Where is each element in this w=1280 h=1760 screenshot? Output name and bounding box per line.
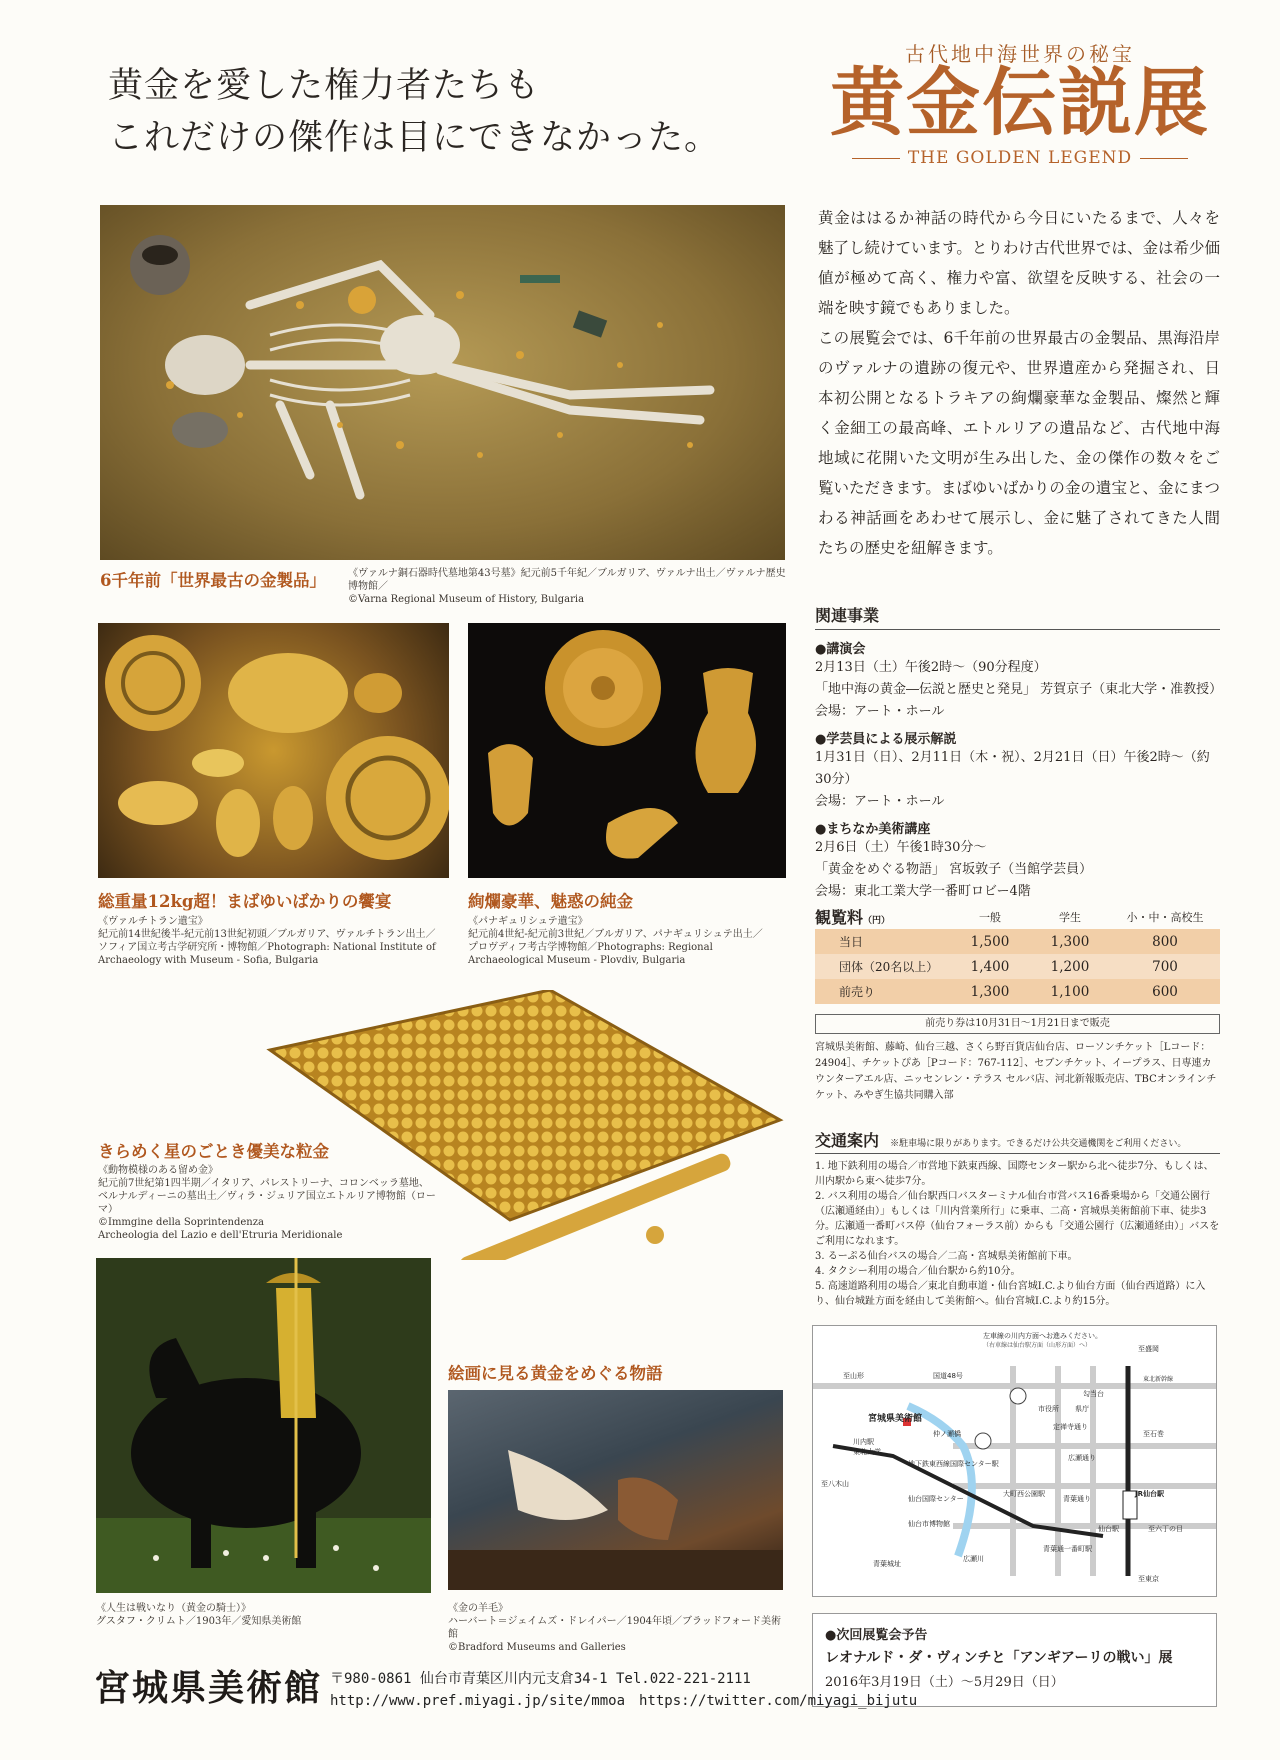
- access-map: [812, 1325, 1217, 1597]
- intro-paragraph-2: この展覧会では、6千年前の世界最古の金製品、黒海沿岸のヴァルナの遺跡の復元や、世界遺産から発掘され、日本初公開となるトラキアの絢爛豪華な金製品、燦然と輝く金細工の最高峰、エトルリアの遺品など、古代地中海地域に花開いた文明が生み出した、金の傑作の数々をご覧いただきます。まばゆいばかりの金の遺宝と、金にまつわる神話画をあわせて展示し、金に魅了されてきた人間たちの歴史を紐解きます。: [818, 329, 1220, 557]
- headline-line2: これだけの傑作は目にできなかった。: [108, 118, 721, 158]
- fleece-caption-l1: 《金の羊毛》: [448, 1603, 508, 1614]
- access-heading: 交通案内: [815, 1131, 880, 1150]
- map-label-to-ishinomaki: 至石巻: [1143, 1430, 1164, 1438]
- museum-urls[interactable]: http://www.pref.miyagi.jp/site/mmoa https://twitter.com/miyagi_bijutu: [330, 1693, 918, 1709]
- museum-contact: [330, 1668, 917, 1712]
- map-note1: 左車線の川内方面へお進みください。: [983, 1332, 1102, 1340]
- english-title-text: THE GOLDEN LEGEND: [907, 148, 1133, 168]
- golden-fleece-painting: [448, 1390, 783, 1590]
- grave-caption: [348, 567, 788, 606]
- price-cell: 1,100: [1030, 979, 1110, 1004]
- machinaka-topic: 「黄金をめぐる物語」 宮坂敦子（当館学芸員）: [815, 862, 1093, 877]
- thrace-caption-heading: 絢爛豪華、魅惑の純金: [468, 892, 633, 911]
- fleece-caption-l2: ハーバート＝ジェイムズ・ドレイパー／1904年頃／ブラッドフォード美術館: [448, 1616, 782, 1640]
- access-note: ※駐車場に限りがあります。できるだけ公共交通機関をご利用ください。: [890, 1139, 1187, 1149]
- clasp-caption-l5: Archeologia del Lazio e dell'Etruria Meridionale: [98, 1230, 343, 1241]
- grave-caption-line1: 《ヴァルナ銅石器時代墓地第43号墓》紀元前5千年紀／ブルガリア、ヴァルナ出土／ヴァルナ歴史博物館／: [348, 568, 786, 592]
- map-label-kokusai: 地下鉄東西線国際センター駅: [908, 1460, 999, 1468]
- clasp-caption: [98, 1164, 438, 1242]
- access-header: [815, 1128, 1220, 1154]
- ticket-outlets: 宮城県美術館、藤崎、仙台三越、さくら野百貨店仙台店、ローソンチケット［Lコード：24904］、チケットぴあ［Pコード：767-112］、セブンチケット、イープラス、日専連カウンターアエル店、ニッセンレン・テラス セルバ店、河北新報販売店、TBCオンラインチケット、みやぎ生協共同購入部: [815, 1042, 1217, 1101]
- admission-table: [815, 904, 1220, 1004]
- map-label-to-tokyo: 至東京: [1138, 1575, 1159, 1583]
- price-row-label: 前売り: [815, 979, 950, 1004]
- feast-caption-l2: 紀元前14世紀後半-紀元前13世紀初頭／ブルガリア、ヴァルチトラン出土／: [98, 929, 436, 940]
- lecture-date: 2月13日（土）午後2時～（90分程度）: [815, 660, 1047, 675]
- map-label-route48: 国道48号: [933, 1372, 963, 1380]
- price-cell: 800: [1110, 929, 1220, 954]
- golden-knight-painting: [96, 1258, 431, 1593]
- gallery-talk-title: ●学芸員による展示解説: [815, 732, 957, 747]
- access-item: 3. るーぷる仙台バスの場合／二高・宮城県美術館前下車。: [815, 1251, 1078, 1262]
- feast-caption-l3: ソフィア国立考古学研究所・博物館／Photograph: National Institute of: [98, 942, 436, 953]
- access-list: [815, 1159, 1220, 1309]
- clasp-caption-l4: ©Immgine della Soprintendenza: [98, 1217, 264, 1228]
- lecture-title: ●講演会: [815, 642, 866, 657]
- map-label-kawauchi: 川内駅: [853, 1438, 874, 1446]
- price-cell: 1,300: [950, 979, 1030, 1004]
- intro-text: [818, 203, 1220, 563]
- thrace-caption-l4: Archaeological Museum - Plovdiv, Bulgaria: [468, 955, 686, 966]
- panagyurishte-treasure-photo: [468, 623, 786, 878]
- fleece-caption-l3: ©Bradford Museums and Galleries: [448, 1642, 626, 1653]
- map-label-to-yagiyama: 至八木山: [821, 1480, 849, 1488]
- map-label-center: 仙台国際センター: [908, 1495, 964, 1503]
- price-row-label: 当日: [815, 929, 950, 954]
- feast-caption: [98, 915, 458, 967]
- price-cell: 600: [1110, 979, 1220, 1004]
- thrace-caption: [468, 915, 798, 967]
- machinaka-section: [815, 818, 1220, 903]
- map-label-nakanose: 仲ノ瀬橋: [933, 1430, 961, 1438]
- map-label-hirose-st: 広瀬通り: [1068, 1454, 1096, 1462]
- access-item: 2. バス利用の場合／仙台駅西口バスターミナル仙台市営バス16番乗場から「交通公園行（広瀬通経由）」もしくは「川内営業所行」に乗車、二高・宮城県美術館前下車、徒歩3分。広瀬通一番町バス停（仙台フォーラス前）からも「交通公園行（広瀬通経由）」バスをご利用になれます。: [815, 1191, 1220, 1247]
- access-item: 5. 高速道路利用の場合／東北自動車道・仙台宮城I.C.より仙台方面（仙台西道路）に入り、仙台城趾方面を経由して美術館へ。仙台宮城I.C.より約15分。: [815, 1281, 1206, 1307]
- lecture-venue: 会場：アート・ホール: [815, 704, 945, 719]
- clasp-caption-l3: ベルナルディーニの墓出土／ヴィラ・ジュリア国立エトルリア博物館（ローマ）: [98, 1191, 436, 1215]
- machinaka-venue: 会場：東北工業大学一番町ロビー4階: [815, 884, 1031, 899]
- intro-paragraph-1: 黄金ははるか神話の時代から今日にいたるまで、人々を魅了し続けています。とりわけ古代世界では、金は希少価値が極めて高く、権力や富、欲望を反映する、社会の一端を映す鏡でもありました。: [818, 209, 1220, 317]
- price-cell: 1,400: [950, 954, 1030, 979]
- lecture-section: [815, 638, 1223, 723]
- thrace-caption-l1: 《パナギュリシュテ遺宝》: [468, 916, 588, 927]
- price-cell: 1,200: [1030, 954, 1110, 979]
- headline-line1: 黄金を愛した権力者たちも: [108, 66, 541, 106]
- valchitran-treasure-photo: [98, 623, 449, 878]
- map-label-aoba-ichibancho: 青葉通一番町駅: [1043, 1545, 1092, 1553]
- map-label-yamagata: 至山形: [843, 1372, 864, 1380]
- map-label-aoba-st: 青葉通り: [1063, 1495, 1091, 1503]
- knight-caption: [96, 1602, 436, 1628]
- price-row: [815, 954, 1220, 979]
- next-exhibition-title: レオナルド・ダ・ヴィンチと「アンギアーリの戦い」展: [825, 1650, 1173, 1666]
- gallery-talk-section: [815, 728, 1220, 813]
- exhibition-english-title: [840, 148, 1200, 168]
- price-cell: 1,500: [950, 929, 1030, 954]
- price-row-label: 団体（20名以上）: [815, 954, 950, 979]
- admission-section: [815, 904, 1220, 1104]
- lecture-topic: 「地中海の黄金―伝説と歴史と発見」 芳賀京子（東北大学・准教授）: [815, 682, 1223, 697]
- events-heading: 関連事業: [815, 603, 1220, 630]
- map-label-prefoffice: 県庁: [1075, 1405, 1089, 1413]
- col-student: 学生: [1059, 910, 1081, 924]
- admission-unit: （円）: [863, 916, 891, 926]
- feast-caption-l1: 《ヴァルチトラン遺宝》: [98, 916, 208, 927]
- related-events: [815, 603, 1223, 903]
- map-label-hirose-river: 広瀬川: [963, 1555, 984, 1563]
- access-item: 1. 地下鉄利用の場合／市営地下鉄東西線、国際センター駅から北へ徒歩7分、もしくは、川内駅から東へ徒歩7分。: [815, 1161, 1214, 1187]
- museum-name: 宮城県美術館: [94, 1667, 323, 1709]
- map-label-jr-sendai: JR仙台駅: [1135, 1490, 1164, 1498]
- fleece-caption: [448, 1602, 788, 1654]
- price-cell: 1,300: [1030, 929, 1110, 954]
- presale-note: 前売り券は10月31日～1月21日まで販売: [815, 1014, 1220, 1034]
- thrace-caption-l3: プロヴディフ考古学博物館／Photographs: Regional: [468, 942, 713, 953]
- machinaka-date: 2月6日（土）午後1時30分～: [815, 840, 987, 855]
- map-label-shinkansen: 東北新幹線: [1143, 1376, 1174, 1383]
- clasp-caption-l2: 紀元前7世紀第1四半期／イタリア、パレストリーナ、コロンベッラ墓地、: [98, 1178, 429, 1189]
- col-child: 小・中・高校生: [1126, 910, 1204, 924]
- admission-heading-cell: [815, 904, 950, 929]
- map-label-to-rokuchonome: 至六丁の目: [1148, 1525, 1183, 1533]
- price-cell: 700: [1110, 954, 1220, 979]
- map-label-city-museum: 仙台市博物館: [908, 1520, 950, 1528]
- access-section: [815, 1128, 1220, 1309]
- museum-address: 〒980-0861 仙台市青葉区川内元支倉34-1 Tel.022-221-2111: [330, 1671, 751, 1687]
- map-label-sendai-small: 仙台駅: [1098, 1525, 1119, 1533]
- paintings-heading: 絵画に見る黄金をめぐる物語: [448, 1364, 663, 1383]
- price-row: [815, 929, 1220, 954]
- next-exhibition-dates: 2016年3月19日（土）～5月29日（日）: [825, 1675, 1064, 1690]
- gallery-talk-date: 1月31日（日）、2月11日（木・祝）、2月21日（日）午後2時～（約30分）: [815, 750, 1210, 787]
- grave-caption-line2: ©Varna Regional Museum of History, Bulgaria: [348, 594, 585, 605]
- thrace-caption-l2: 紀元前4世紀-紀元前3世紀／ブルガリア、パナギュリシュテ出土／: [468, 929, 763, 940]
- col-general: 一般: [979, 910, 1001, 924]
- admission-header-row: [815, 904, 1220, 929]
- grave-caption-heading: 6千年前「世界最古の金製品」: [100, 571, 326, 590]
- map-label-aobajo: 青葉城址: [873, 1560, 901, 1568]
- headline: [108, 60, 720, 164]
- machinaka-title: ●まちなか美術講座: [815, 822, 931, 837]
- gallery-talk-venue: 会場：アート・ホール: [815, 794, 945, 809]
- exhibition-subtitle: 古代地中海世界の秘宝: [905, 42, 1135, 66]
- map-label-kotodai: 勾当台: [1083, 1390, 1104, 1398]
- feast-caption-heading: 総重量12kg超！まばゆいばかりの饗宴: [98, 892, 392, 911]
- map-note2: （右車線は仙台駅方面（山形方面）へ）: [983, 1342, 1092, 1349]
- map-label-cityhall: 市役所: [1038, 1405, 1059, 1413]
- next-exhibition-label: ●次回展覧会予告: [825, 1628, 928, 1643]
- feast-caption-l4: Archaeology with Museum - Sofia, Bulgaria: [98, 955, 319, 966]
- knight-caption-l1: 《人生は戦いなり（黄金の騎士）》: [96, 1603, 251, 1614]
- admission-heading: 観覧料: [815, 908, 864, 927]
- access-item: 4. タクシー利用の場合／仙台駅から約10分。: [815, 1266, 1021, 1277]
- map-label-omachi: 大町西公園駅: [1003, 1490, 1045, 1498]
- price-row: [815, 979, 1220, 1004]
- knight-caption-l2: グスタフ・クリムト／1903年／愛知県美術館: [96, 1616, 302, 1627]
- map-label-to-morioka: 至盛岡: [1138, 1345, 1159, 1353]
- map-label-museum: 宮城県美術館: [868, 1414, 923, 1424]
- clasp-caption-heading: きらめく星のごとき優美な粒金: [98, 1142, 329, 1161]
- map-label-tohoku-univ: 東北大学: [853, 1448, 881, 1456]
- map-label-jozenji: 定禅寺通り: [1053, 1423, 1088, 1431]
- varna-grave-photo: [100, 205, 785, 560]
- clasp-caption-l1: 《動物模様のある留め金》: [98, 1165, 218, 1176]
- exhibition-title: 黄金伝説展: [830, 60, 1210, 146]
